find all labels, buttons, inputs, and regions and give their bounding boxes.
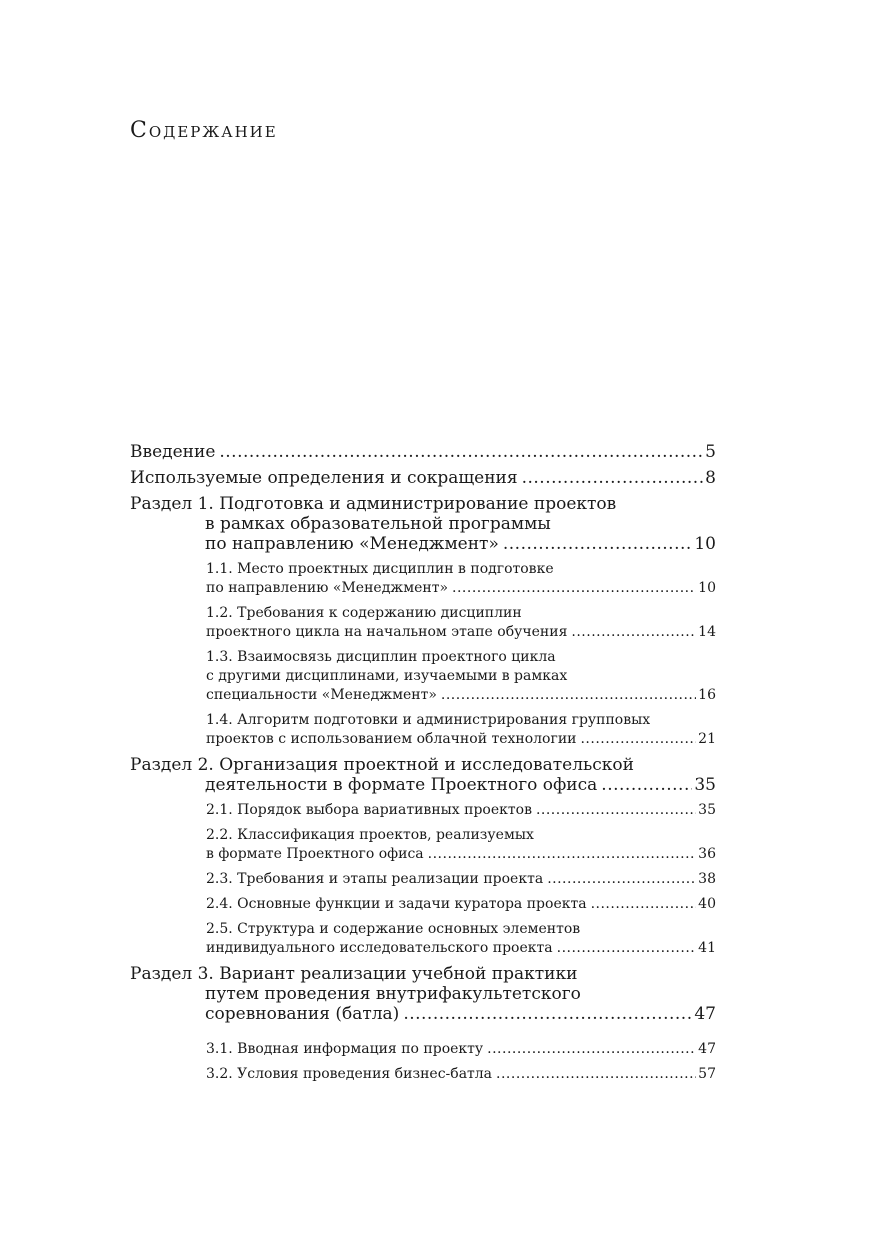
toc-entry-text: в рамках образовательной программы	[205, 514, 551, 534]
toc-subsection-entry	[130, 920, 716, 958]
toc-entry-text: 1.1. Место проектных дисциплин в подготовке	[206, 561, 554, 577]
dot-leader	[403, 1004, 692, 1024]
page-title: Содержание	[130, 118, 278, 143]
toc-page-number: 47	[698, 1041, 716, 1057]
toc-entry-text: по направлению «Менеджмент»	[206, 580, 449, 596]
toc-entry-text: путем проведения внутрифакультетского	[205, 984, 581, 1004]
toc-page-number: 40	[698, 896, 716, 912]
toc-entry-text: 3.2. Условия проведения бизнес-батла	[206, 1066, 493, 1082]
toc-entry-text: 1.4. Алгоритм подготовки и администрирования групповых	[206, 712, 651, 728]
toc-page-number: 14	[698, 624, 716, 640]
dot-leader	[601, 775, 692, 795]
toc-page-number: 57	[698, 1066, 716, 1082]
dot-leader	[547, 870, 696, 889]
toc-subsection-entry	[130, 826, 716, 864]
toc-entry-text: Используемые определения и сокращения	[130, 468, 518, 488]
dot-leader	[496, 1065, 696, 1084]
toc-subsection-entry	[130, 895, 716, 914]
toc-page-number: 8	[705, 468, 716, 488]
toc-entry-text: специальности «Менеджмент»	[206, 687, 437, 703]
dot-leader	[441, 686, 696, 705]
toc-entry-text: Раздел 3. Вариант реализации учебной практики	[130, 964, 578, 984]
dot-leader	[487, 1040, 696, 1059]
toc-entry-text: проектов с использованием облачной технологии	[206, 731, 577, 747]
toc-page-number: 47	[694, 1004, 716, 1024]
toc-page-number: 38	[698, 871, 716, 887]
toc-subsection-entry	[130, 1040, 716, 1059]
toc-page-number: 10	[694, 534, 716, 554]
dot-leader	[571, 623, 696, 642]
dot-leader	[536, 801, 696, 820]
dot-leader	[580, 730, 696, 749]
dot-leader	[428, 845, 697, 864]
toc-entry-text: индивидуального исследовательского проекта	[206, 940, 553, 956]
toc-entry-text: Раздел 1. Подготовка и администрирование проектов	[130, 494, 617, 514]
toc-entry-text: 2.3. Требования и этапы реализации проекта	[206, 871, 544, 887]
toc-subsection-entry	[130, 1065, 716, 1084]
toc-entry-text: Введение	[130, 442, 216, 462]
toc-page-number: 10	[698, 580, 716, 596]
toc-entry-text: с другими дисциплинами, изучаемыми в рамках	[206, 668, 568, 684]
toc-entry-text: 2.1. Порядок выбора вариативных проектов	[206, 802, 532, 818]
toc-section-entry	[130, 442, 716, 462]
toc-section-entry	[130, 755, 716, 795]
dot-leader	[522, 468, 704, 488]
toc-entry-text: соревнования (батла)	[205, 1004, 400, 1024]
toc-subsection-entry	[130, 648, 716, 705]
table-of-contents	[130, 436, 716, 1084]
toc-subsection-entry	[130, 560, 716, 598]
toc-subsection-entry	[130, 604, 716, 642]
toc-page-number: 41	[698, 940, 716, 956]
dot-leader	[219, 442, 703, 462]
toc-entry-text: в формате Проектного офиса	[206, 846, 424, 862]
toc-entry-text: деятельности в формате Проектного офиса	[205, 775, 598, 795]
dot-leader	[452, 579, 696, 598]
dot-leader	[591, 895, 697, 914]
toc-subsection-entry	[130, 801, 716, 820]
toc-page-number: 5	[705, 442, 716, 462]
toc-entry-text: 2.5. Структура и содержание основных элементов	[206, 921, 581, 937]
dot-leader	[503, 534, 692, 554]
toc-entry-text: 1.2. Требования к содержанию дисциплин	[206, 605, 522, 621]
toc-entry-text: по направлению «Менеджмент»	[205, 534, 499, 554]
toc-page-number: 16	[698, 687, 716, 703]
toc-section-entry	[130, 964, 716, 1024]
toc-subsection-entry	[130, 711, 716, 749]
toc-entry-text: проектного цикла на начальном этапе обучения	[206, 624, 568, 640]
toc-page-number: 35	[694, 775, 716, 795]
toc-page-number: 36	[698, 846, 716, 862]
toc-entry-text: 2.2. Классификация проектов, реализуемых	[206, 827, 534, 843]
dot-leader	[557, 939, 697, 958]
toc-entry-text: 1.3. Взаимосвязь дисциплин проектного цикла	[206, 649, 556, 665]
toc-subsection-entry	[130, 870, 716, 889]
toc-section-entry	[130, 494, 716, 554]
toc-page-number: 35	[698, 802, 716, 818]
toc-page-number: 21	[698, 731, 716, 747]
toc-entry-text: 2.4. Основные функции и задачи куратора проекта	[206, 896, 587, 912]
toc-entry-text: Раздел 2. Организация проектной и исследовательской	[130, 755, 634, 775]
toc-section-entry	[130, 468, 716, 488]
toc-entry-text: 3.1. Вводная информация по проекту	[206, 1041, 484, 1057]
